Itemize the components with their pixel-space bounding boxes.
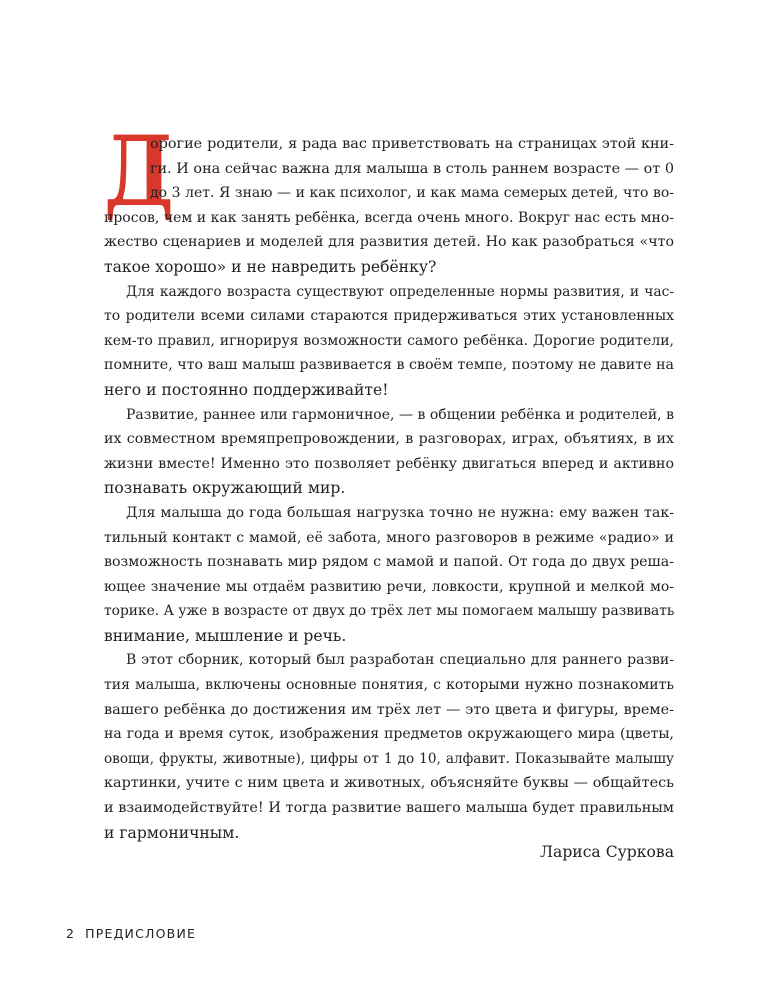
text-line: тильный контакт с мамой, её забота, много разговоров в режиме «радио» и bbox=[104, 529, 674, 546]
text-line: на года и время суток, изображения предметов окружающего мира (цветы, bbox=[104, 726, 674, 743]
text-line: просов, чем и как занять ребёнка, всегда очень много. Вокруг нас есть мно- bbox=[104, 209, 674, 226]
text-line: и взаимодействуйте! И тогда развитие вашего малыша будет правильным bbox=[104, 800, 674, 817]
text-line: возможность познавать мир рядом с мамой и папой. От года до двух реша- bbox=[104, 554, 674, 571]
author-signature: Лариса Суркова bbox=[540, 843, 674, 861]
text-line: и гармоничным. bbox=[104, 823, 240, 842]
text-line: торике. А уже в возрасте от двух до трёх лет мы помогаем малышу развивать bbox=[104, 603, 675, 620]
preface-text bbox=[104, 132, 674, 845]
text-line: то родители всеми силами стараются придерживаться этих установленных bbox=[104, 308, 674, 325]
text-line: орогие родители, я рада вас приветствовать на страницах этой кни- bbox=[150, 136, 674, 152]
text-line: познавать окружающий мир. bbox=[104, 479, 346, 498]
text-line: жизни вместе! Именно это позволяет ребёнку двигаться вперед и активно bbox=[104, 455, 674, 472]
text-line: вашего ребёнка до достижения им трёх лет — это цвета и фигуры, време- bbox=[104, 701, 674, 718]
text-line: картинки, учите с ним цвета и животных, объясняйте буквы — общайтесь bbox=[104, 775, 674, 792]
text-line: Развитие, раннее или гармоничное, — в общении ребёнка и родителей, в bbox=[126, 406, 674, 423]
text-line: внимание, мышление и речь. bbox=[104, 626, 347, 645]
text-line: помните, что ваш малыш развивается в своём темпе, поэтому не давите на bbox=[104, 357, 674, 374]
section-title: ПРЕДИСЛОВИЕ bbox=[85, 926, 197, 941]
text-line: овощи, фрукты, животные), цифры от 1 до 10, алфавит. Показывайте малышу bbox=[104, 750, 674, 767]
text-line: такое хорошо» и не навредить ребёнку? bbox=[104, 257, 437, 276]
drop-cap: Д bbox=[104, 115, 174, 228]
page-number: 2 bbox=[66, 926, 76, 941]
text-line: тия малыша, включены основные понятия, с которыми нужно познакомить bbox=[104, 677, 674, 694]
text-line: Для каждого возраста существуют определенные нормы развития, и час- bbox=[126, 283, 674, 300]
text-line: жество сценариев и моделей для развития детей. Но как разобраться «что bbox=[104, 234, 674, 251]
text-line: В этот сборник, который был разработан специально для раннего разви- bbox=[126, 652, 674, 669]
text-line: ги. И она сейчас важна для малыша в столь раннем возрасте — от 0 bbox=[150, 160, 674, 177]
text-line: него и постоянно поддерживайте! bbox=[104, 380, 389, 399]
text-line: до 3 лет. Я знаю — и как психолог, и как мама семерых детей, что во- bbox=[150, 185, 674, 202]
page-footer bbox=[66, 926, 196, 941]
text-line: Для малыша до года большая нагрузка точно не нужна: ему важен так- bbox=[126, 504, 674, 521]
text-line: ющее значение мы отдаём развитию речи, ловкости, крупной и мелкой мо- bbox=[104, 578, 674, 595]
text-line: их совместном времяпрепровождении, в разговорах, играх, объятиях, в их bbox=[104, 431, 674, 448]
text-line: кем-то правил, игнорируя возможности самого ребёнка. Дорогие родители, bbox=[104, 332, 674, 349]
